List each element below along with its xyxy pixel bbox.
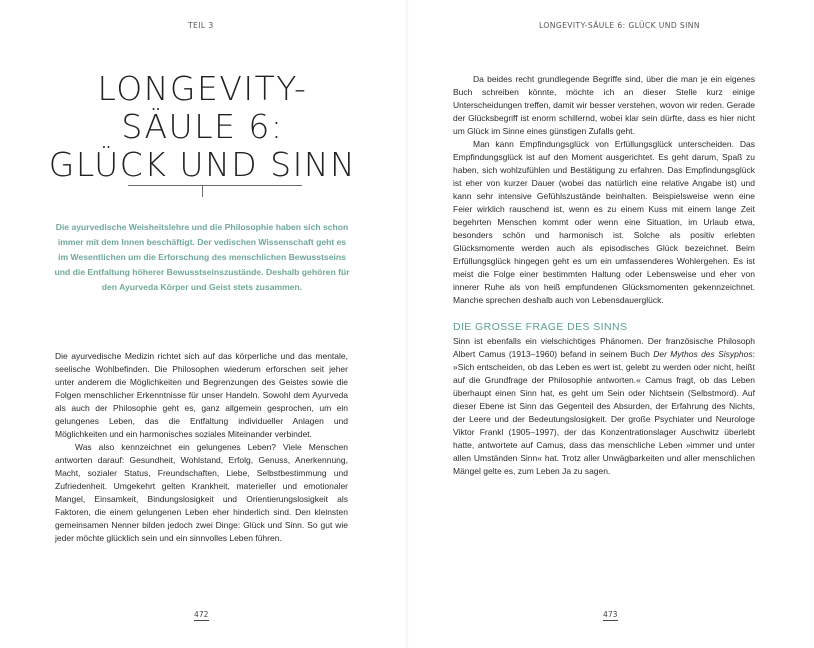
paragraph-text: : »Sich entscheiden, ob das Leben es wert ist, gelebt zu werden oder nicht, heißt auf die Grundfrage der Philosophie antworten.« Camus fragt, ob das Leben überhaupt einen Sinn hat, es geht um Sein oder Nichtsein (Selbstmord). Auf dieser Ebene ist Sinn das Gegenteil des Absurden, der Erfahrung des Nichts, der Leere und der Bedeutungslosigkeit. Der große Psychiater und Neurologe Viktor Frankl (1905–1997), der das Konzentrationslager Auschwitz überlebt hatte, antwortete auf Camus, dass das menschliche Leben »immer und unter allen Umständen Sinn« hat. Trotz aller Unwägbarkeiten und aller menschlichen Mängel gelte es, zum Leben Ja zu sagen. — [453, 349, 755, 476]
right-body-text — [453, 73, 755, 478]
paragraph: Da beides recht grundlegende Begriffe sind, über die man je ein eigenes Buch schreiben könnte, möchte ich an dieser Stelle kurz einige Unterscheidungen treffen, damit wir besser verstehen, wovon wir reden. Gerade der Glücksbegriff ist enorm schillernd, wobei klar sein dürfte, dass es hier nicht um Glück im Sinne eines günstigen Zufalls geht. — [453, 74, 755, 136]
title-divider-tick — [202, 185, 203, 197]
book-title: Der Mythos des Sisyphos — [653, 349, 753, 359]
title-divider — [128, 185, 302, 186]
running-head-left: TEIL 3 — [188, 21, 214, 30]
chapter-title-line-2: SÄULE 6: — [121, 107, 284, 146]
left-page — [0, 0, 405, 648]
chapter-title-line-3: GLÜCK UND SINN — [48, 145, 357, 184]
paragraph-text: Sinn ist ebenfalls ein vielschichtiges Phänomen. Der französische Philosoph Albert Camus (1913–1960) befand in seinem Buch — [453, 336, 755, 359]
page-number-right: 473 — [603, 610, 618, 619]
section-heading: DIE GROSSE FRAGE DES SINNS — [453, 321, 628, 333]
paragraph: Man kann Empfindungsglück von Erfüllungsglück unterscheiden. Das Empfindungsglück ist auf den Moment ausgerichtet. Es geht darum, Spaß zu haben, sich wohlzufühlen und Bestätigung zu erfahren. Das Empfindungsglück ist eher von kurzer Dauer (wobei das natürlich eine relative Angabe ist) und kann sehr intensive Gefühlszustände beinhalten. Beispielsweise wenn eine Feier wirklich rauschend ist, wenn es zu einem Kuss mit einem lange Zeit begehrten Menschen kommt oder wenn eine Situation, im Urlaub etwa, besonders schön und harmonisch ist. Solche als positiv erlebten Glücksmomente werden auch als episodisches Glück bezeichnet. Beim Erfüllungsglück hingegen geht es um ein umfassenderes Wohlergehen. Es ist meist die Folge einer bestimmten Haltung oder Lebensweise und eher von innerer Ruhe als von heiß empfundenen Glücksmomenten gekennzeichnet. Manche sprechen deshalb auch von Lebensdauerglück. — [453, 139, 755, 305]
paragraph: Die ayurvedische Medizin richtet sich auf das körperliche und das mentale, seelische Wohlbefinden. Die Philosophen wiederum erforschen seit jeher unter anderem die Möglichkeiten und Begrenzungen des Geistes sowie die Folgen menschlicher Erkenntnisse für unser Handeln. Sowohl dem Ayurveda als auch der Philosophie geht es, ganz allgemein gesprochen, um ein gelungenes Leben, das die Entfaltung individueller Anlagen und Möglichkeiten und ein harmonisches soziales Miteinander verbindet. — [55, 351, 348, 439]
chapter-intro: Die ayurvedische Weisheitslehre und die Philosophie haben sich schon immer mit dem Innen beschäftigt. Der vedischen Wissenschaft geht es im Wesentlichen um die Erforschung des menschlichen Bewusstseins und die Entfaltung höherer Bewusstseinszustände. Deshalb gehören für den Ayurveda Körper und Geist stets zusammen. — [54, 222, 350, 292]
paragraph: Was also kennzeichnet ein gelungenes Leben? Viele Menschen antworten darauf: Gesundheit, Wohlstand, Erfolg, Genuss, Anerkennung, Macht, sozialer Status, Freundschaften, Liebe, Selbstbestimmung und Zufriedenheit. Umgekehrt gelten Krankheit, materieller und emotionaler Mangel, Einsamkeit, Bindungslosigkeit und Orientierungslosigkeit als Faktoren, die einem gelungenen Leben eher hinderlich sind. Den kleinsten gemeinsamen Nenner bilden jedoch zwei Dinge: Glück und Sinn. So gut wie jeder möchte glücklich sein und ein sinnvolles Leben führen. — [55, 442, 348, 543]
paragraph — [453, 335, 755, 478]
running-head-right: LONGEVITY-SÄULE 6: GLÜCK UND SINN — [539, 21, 700, 30]
right-page — [409, 0, 814, 648]
chapter-title-line-1: LONGEVITY- — [97, 69, 308, 108]
page-number-left: 472 — [194, 610, 209, 619]
left-body-text — [55, 350, 348, 545]
chapter-title — [40, 70, 365, 184]
